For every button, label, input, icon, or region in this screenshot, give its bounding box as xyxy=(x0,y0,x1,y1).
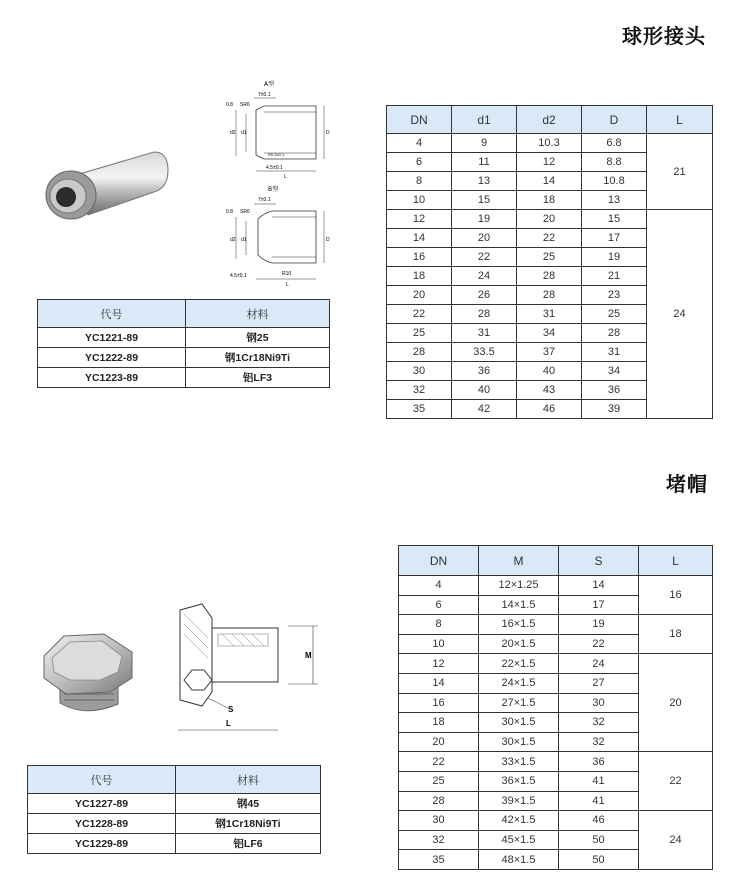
cell-M: 30×1.5 xyxy=(479,713,559,733)
cell-dn: 14 xyxy=(387,229,452,248)
cell-d2: 12 xyxy=(517,153,582,172)
cell-d2: 43 xyxy=(517,381,582,400)
dim-label: R10 xyxy=(282,271,292,277)
cell-S: 19 xyxy=(559,615,639,635)
cell-L: 18 xyxy=(639,615,713,654)
cell-d1: 9 xyxy=(452,134,517,153)
material-code: YC1222-89 xyxy=(38,348,186,368)
material-code: YC1223-89 xyxy=(38,368,186,388)
cell-S: 14 xyxy=(559,576,639,596)
cell-L: 24 xyxy=(647,210,713,419)
header-L: L xyxy=(647,106,713,134)
cap-drawing xyxy=(168,598,328,738)
cell-dn: 4 xyxy=(399,576,479,596)
cell-d1: 24 xyxy=(452,267,517,286)
cell-dn: 8 xyxy=(399,615,479,635)
cell-dn: 30 xyxy=(387,362,452,381)
dim-label: d1 xyxy=(241,130,247,136)
dim-label: d2 xyxy=(230,130,236,136)
material-name: 铝LF6 xyxy=(176,834,321,854)
cell-D: 17 xyxy=(582,229,647,248)
cell-M: 12×1.25 xyxy=(479,576,559,596)
cell-d2: 20 xyxy=(517,210,582,229)
dim-label: 7±0.1 xyxy=(258,197,271,203)
cap-dimension-table xyxy=(398,545,713,870)
cell-d2: 22 xyxy=(517,229,582,248)
material-name: 钢45 xyxy=(176,794,321,814)
cell-dn: 18 xyxy=(387,267,452,286)
cell-S: 50 xyxy=(559,830,639,850)
dim-label: L xyxy=(284,174,287,180)
cell-dn: 28 xyxy=(387,343,452,362)
cell-D: 15 xyxy=(582,210,647,229)
cell-dn: 16 xyxy=(387,248,452,267)
dim-label: 4.5±0.1 xyxy=(266,165,283,171)
ball-joint-drawing-a xyxy=(216,76,336,181)
cell-d2: 46 xyxy=(517,400,582,419)
cell-d1: 36 xyxy=(452,362,517,381)
cell-dn: 20 xyxy=(387,286,452,305)
cell-S: 22 xyxy=(559,634,639,654)
dim-label: R0.3±0.1 xyxy=(268,152,285,157)
cell-D: 13 xyxy=(582,191,647,210)
dim-label: SR6 xyxy=(240,209,250,215)
header-M: M xyxy=(479,546,559,576)
cell-dn: 6 xyxy=(399,595,479,615)
cell-d1: 22 xyxy=(452,248,517,267)
cell-d2: 10.3 xyxy=(517,134,582,153)
cell-D: 25 xyxy=(582,305,647,324)
cell-D: 10.8 xyxy=(582,172,647,191)
cell-S: 24 xyxy=(559,654,639,674)
cell-d1: 13 xyxy=(452,172,517,191)
cell-L: 22 xyxy=(639,752,713,811)
dim-label: d1 xyxy=(241,237,247,243)
ball-joint-material-table xyxy=(37,299,330,388)
material-name: 钢25 xyxy=(186,328,330,348)
cell-dn: 32 xyxy=(399,830,479,850)
cell-d2: 25 xyxy=(517,248,582,267)
cell-S: 36 xyxy=(559,752,639,772)
cell-d2: 37 xyxy=(517,343,582,362)
cell-M: 36×1.5 xyxy=(479,771,559,791)
dim-label-M: M xyxy=(305,651,312,660)
dim-label: 7±0.1 xyxy=(258,92,271,98)
header-D: D xyxy=(582,106,647,134)
cell-M: 39×1.5 xyxy=(479,791,559,811)
drawing-b-label: B型 xyxy=(268,186,279,193)
cell-d1: 20 xyxy=(452,229,517,248)
cell-S: 32 xyxy=(559,713,639,733)
cell-d2: 40 xyxy=(517,362,582,381)
cell-dn: 22 xyxy=(387,305,452,324)
cell-d2: 28 xyxy=(517,286,582,305)
cell-d1: 33.5 xyxy=(452,343,517,362)
material-name: 铝LF3 xyxy=(186,368,330,388)
header-material: 材料 xyxy=(176,766,321,794)
cell-D: 6.8 xyxy=(582,134,647,153)
cell-dn: 18 xyxy=(399,713,479,733)
header-code: 代号 xyxy=(28,766,176,794)
cell-S: 17 xyxy=(559,595,639,615)
cell-M: 30×1.5 xyxy=(479,732,559,752)
header-code: 代号 xyxy=(38,300,186,328)
cell-dn: 25 xyxy=(399,771,479,791)
cell-M: 16×1.5 xyxy=(479,615,559,635)
cell-M: 33×1.5 xyxy=(479,752,559,772)
cell-dn: 12 xyxy=(387,210,452,229)
cell-L: 24 xyxy=(639,811,713,870)
material-code: YC1229-89 xyxy=(28,834,176,854)
dim-label: L xyxy=(286,282,289,288)
cell-dn: 22 xyxy=(399,752,479,772)
cell-M: 14×1.5 xyxy=(479,595,559,615)
header-d2: d2 xyxy=(517,106,582,134)
cell-d1: 19 xyxy=(452,210,517,229)
header-dn: DN xyxy=(399,546,479,576)
cell-L: 16 xyxy=(639,576,713,615)
dim-label: SR6 xyxy=(240,102,250,108)
dim-label: D xyxy=(326,237,330,243)
dim-label-L: L xyxy=(226,719,231,728)
ball-joint-drawing-b xyxy=(216,183,336,288)
dim-label: D xyxy=(326,130,330,136)
header-dn: DN xyxy=(387,106,452,134)
cell-d1: 11 xyxy=(452,153,517,172)
cell-S: 50 xyxy=(559,850,639,870)
cell-L: 20 xyxy=(639,654,713,752)
cell-D: 19 xyxy=(582,248,647,267)
cell-dn: 8 xyxy=(387,172,452,191)
section-title-cap: 堵帽 xyxy=(666,472,708,496)
cell-dn: 14 xyxy=(399,673,479,693)
cell-D: 36 xyxy=(582,381,647,400)
cap-photo xyxy=(34,628,140,723)
cell-d1: 31 xyxy=(452,324,517,343)
cell-d1: 26 xyxy=(452,286,517,305)
cell-d1: 40 xyxy=(452,381,517,400)
cell-d1: 42 xyxy=(452,400,517,419)
cell-M: 24×1.5 xyxy=(479,673,559,693)
cell-D: 31 xyxy=(582,343,647,362)
cap-material-table xyxy=(27,765,321,854)
header-material: 材料 xyxy=(186,300,330,328)
cell-dn: 30 xyxy=(399,811,479,831)
cell-S: 30 xyxy=(559,693,639,713)
cell-dn: 25 xyxy=(387,324,452,343)
cell-M: 22×1.5 xyxy=(479,654,559,674)
drawing-a-label: A型 xyxy=(264,81,275,88)
cell-L: 21 xyxy=(647,134,713,210)
cell-D: 21 xyxy=(582,267,647,286)
cell-D: 23 xyxy=(582,286,647,305)
cell-D: 28 xyxy=(582,324,647,343)
material-code: YC1227-89 xyxy=(28,794,176,814)
cell-d2: 18 xyxy=(517,191,582,210)
cell-D: 8.8 xyxy=(582,153,647,172)
cell-dn: 10 xyxy=(387,191,452,210)
cell-dn: 35 xyxy=(387,400,452,419)
cell-S: 41 xyxy=(559,771,639,791)
material-name: 钢1Cr18Ni9Ti xyxy=(186,348,330,368)
cell-D: 34 xyxy=(582,362,647,381)
cell-dn: 32 xyxy=(387,381,452,400)
cell-S: 32 xyxy=(559,732,639,752)
header-L: L xyxy=(639,546,713,576)
dim-label: 0.8 xyxy=(226,209,233,215)
cell-d2: 28 xyxy=(517,267,582,286)
cell-dn: 20 xyxy=(399,732,479,752)
cell-d2: 31 xyxy=(517,305,582,324)
cell-dn: 4 xyxy=(387,134,452,153)
dim-label: 0.8 xyxy=(226,102,233,108)
dim-label: d2 xyxy=(230,237,236,243)
cell-dn: 10 xyxy=(399,634,479,654)
cell-S: 41 xyxy=(559,791,639,811)
ball-joint-photo xyxy=(36,140,176,230)
cell-dn: 35 xyxy=(399,850,479,870)
cell-dn: 28 xyxy=(399,791,479,811)
cell-M: 27×1.5 xyxy=(479,693,559,713)
cell-d1: 15 xyxy=(452,191,517,210)
cell-M: 45×1.5 xyxy=(479,830,559,850)
cell-dn: 16 xyxy=(399,693,479,713)
dim-label: 4.5±0.1 xyxy=(230,273,247,279)
header-S: S xyxy=(559,546,639,576)
dim-label-S: S xyxy=(228,705,234,714)
section-title-ball-joint: 球形接头 xyxy=(622,24,706,48)
cell-dn: 6 xyxy=(387,153,452,172)
cell-M: 48×1.5 xyxy=(479,850,559,870)
material-code: YC1221-89 xyxy=(38,328,186,348)
cell-dn: 12 xyxy=(399,654,479,674)
cell-d1: 28 xyxy=(452,305,517,324)
cell-d2: 34 xyxy=(517,324,582,343)
cell-S: 27 xyxy=(559,673,639,693)
cell-M: 20×1.5 xyxy=(479,634,559,654)
material-code: YC1228-89 xyxy=(28,814,176,834)
header-d1: d1 xyxy=(452,106,517,134)
material-name: 钢1Cr18Ni9Ti xyxy=(176,814,321,834)
cell-M: 42×1.5 xyxy=(479,811,559,831)
cell-d2: 14 xyxy=(517,172,582,191)
cell-D: 39 xyxy=(582,400,647,419)
ball-joint-dimension-table xyxy=(386,105,713,419)
cell-S: 46 xyxy=(559,811,639,831)
